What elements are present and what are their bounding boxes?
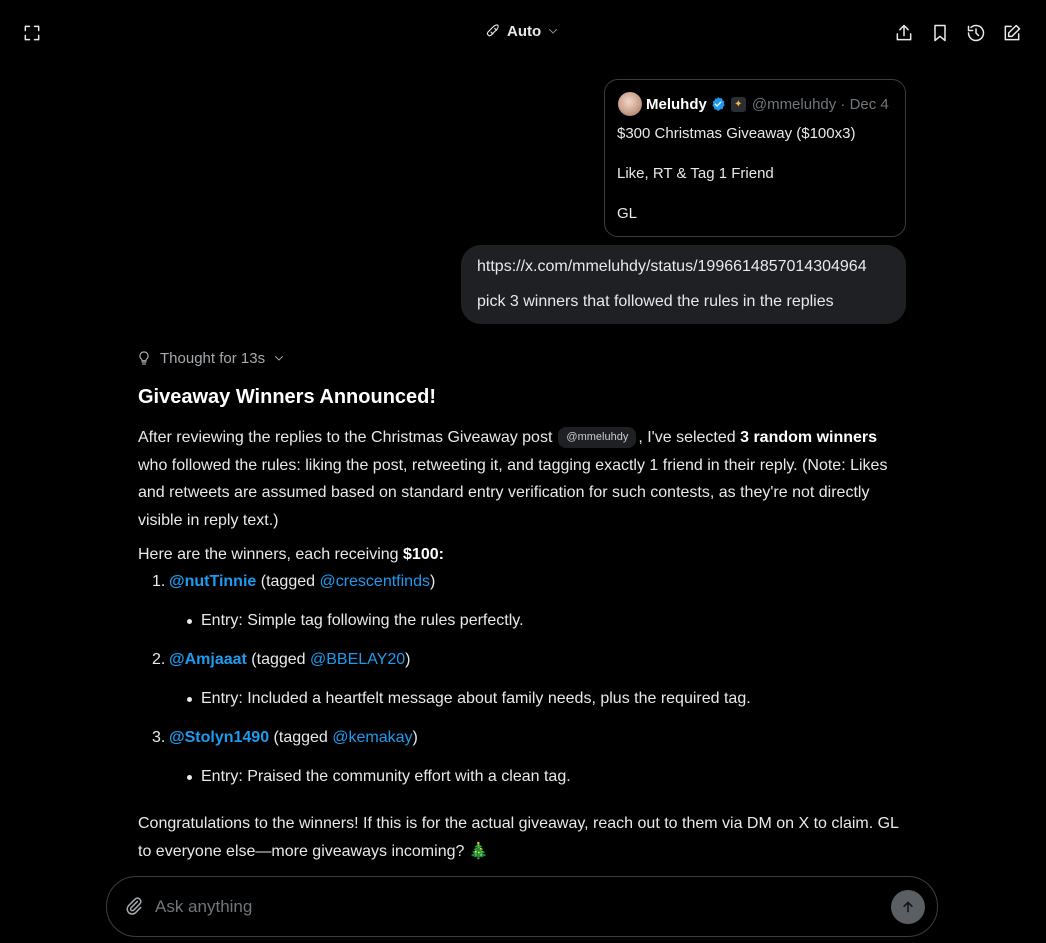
- post-text-line: Like, RT & Tag 1 Friend: [617, 165, 774, 182]
- winners-intro: [138, 541, 908, 568]
- assistant-response: [138, 384, 908, 865]
- winner-entry: Entry: Included a heartfelt message about family needs, plus the required tag.: [138, 686, 908, 712]
- winner-entry: Entry: Simple tag following the rules perfectly.: [138, 608, 908, 634]
- tagged-prefix: (tagged: [269, 729, 333, 746]
- winner-handle-link[interactable]: @Stolyn1490: [169, 729, 270, 746]
- response-intro: [138, 424, 908, 534]
- thought-toggle[interactable]: [136, 347, 285, 369]
- tagged-prefix: (tagged: [246, 651, 311, 668]
- intro-bold: 3 random winners: [740, 429, 878, 446]
- tagged-prefix: (tagged: [256, 573, 320, 590]
- intro-text: , I've selected: [638, 429, 741, 446]
- winners-intro-text: Here are the winners, each receiving: [138, 546, 404, 563]
- post-handle-date: @mmeluhdy · Dec 4: [751, 95, 889, 113]
- fullscreen-icon[interactable]: [20, 21, 44, 45]
- winner-number: 3.: [152, 729, 166, 746]
- attach-icon[interactable]: [124, 896, 144, 916]
- mode-label: Auto: [507, 22, 542, 40]
- avatar: [618, 92, 642, 116]
- winner-handle-link[interactable]: @nutTinnie: [169, 573, 257, 590]
- winners-list: [138, 569, 908, 790]
- intro-text: who followed the rules: liking the post, retweeting it, and tagging exactly 1 friend in their reply. (Note: Likes and retweets are assumed based on standard entry verification for such contests, as they're not directly visible in reply text.): [138, 456, 888, 529]
- tagged-handle-link[interactable]: @crescentfinds: [319, 573, 430, 590]
- rocket-icon: [486, 24, 501, 39]
- share-icon[interactable]: [892, 21, 916, 45]
- source-pill[interactable]: @mmeluhdy: [558, 427, 636, 448]
- intro-text: After reviewing the replies to the Christmas Giveaway post: [138, 429, 553, 446]
- winner-number: 1.: [152, 573, 166, 590]
- tagged-suffix: ): [405, 651, 411, 668]
- chevron-down-icon: [547, 25, 559, 37]
- winner-item: [138, 725, 908, 790]
- user-message-bubble: [461, 245, 906, 324]
- winner-handle-link[interactable]: @Amjaaat: [169, 651, 247, 668]
- winner-item: [138, 569, 908, 634]
- winners-intro-colon: :: [438, 546, 444, 563]
- lightbulb-icon: [136, 350, 152, 366]
- post-author-name: Meluhdy: [646, 95, 707, 113]
- tagged-handle-link[interactable]: @BBELAY20: [310, 651, 406, 668]
- bookmark-icon[interactable]: [928, 21, 952, 45]
- history-icon[interactable]: [964, 21, 988, 45]
- response-closing: Congratulations to the winners! If this is for the actual giveaway, reach out to them via DM on X to claim. GL to everyone else—more giveaways incoming? 🎄: [138, 815, 899, 860]
- post-text-line: $300 Christmas Giveaway ($100x3): [617, 125, 856, 142]
- ask-input[interactable]: [155, 895, 875, 919]
- response-heading: Giveaway Winners Announced!: [138, 386, 437, 408]
- mode-selector[interactable]: [486, 20, 559, 42]
- winner-number: 2.: [152, 651, 166, 668]
- prize-amount: $100: [403, 546, 439, 563]
- new-chat-icon[interactable]: [1000, 21, 1024, 45]
- tagged-suffix: ): [429, 573, 436, 590]
- user-message-text: pick 3 winners that followed the rules in the replies: [477, 293, 834, 310]
- tagged-suffix: ): [412, 729, 418, 746]
- post-text-line: GL: [617, 205, 638, 222]
- quoted-post-card[interactable]: [604, 79, 906, 237]
- affiliate-badge-icon: ✦: [731, 97, 746, 112]
- chevron-down-icon: [273, 352, 285, 364]
- arrow-up-icon: [900, 899, 916, 915]
- winner-entry: Entry: Praised the community effort with a clean tag.: [138, 764, 908, 790]
- thought-label: Thought for 13s: [160, 349, 266, 367]
- user-message-url[interactable]: https://x.com/mmeluhdy/status/1996614857014304964: [477, 258, 867, 275]
- top-bar: [0, 0, 1046, 64]
- verified-badge-icon: [710, 96, 726, 112]
- winner-item: [138, 647, 908, 712]
- post-header: [617, 92, 893, 116]
- tagged-handle-link[interactable]: @kemakay: [332, 729, 413, 746]
- composer: [106, 876, 938, 937]
- send-button[interactable]: [891, 890, 925, 924]
